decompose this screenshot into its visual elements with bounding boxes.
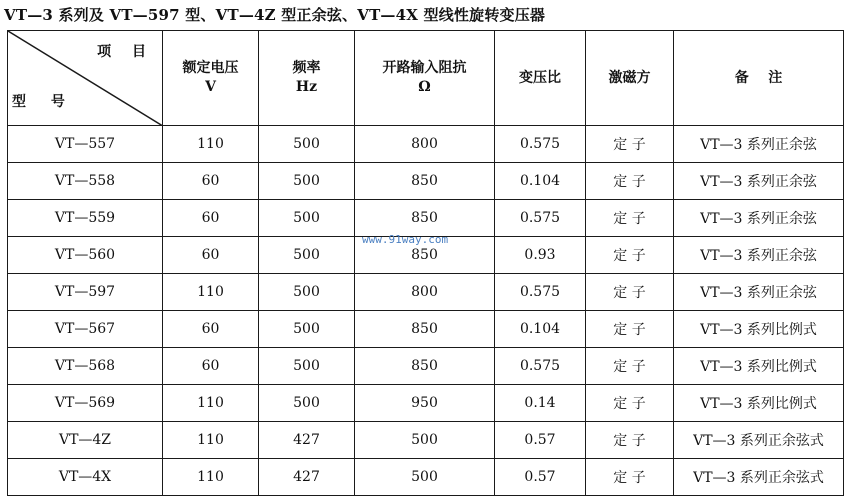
frequency-cell: 500: [259, 200, 355, 237]
note-cell: VT—3 系列比例式: [674, 311, 844, 348]
header-label: 变压比: [519, 69, 561, 86]
note-cell: VT—3 系列正余弦式: [674, 422, 844, 459]
header-label: 激磁方: [608, 69, 651, 86]
table-row: [8, 459, 844, 496]
header-frequency: [259, 31, 355, 126]
voltage-cell: 110: [163, 459, 259, 496]
note-cell: VT—3 系列正余弦: [674, 237, 844, 274]
impedance-cell: 850: [355, 237, 495, 274]
header-label: 开路输入阻抗: [382, 60, 467, 77]
frequency-cell: 427: [259, 459, 355, 496]
voltage-cell: 60: [163, 200, 259, 237]
impedance-cell: 850: [355, 348, 495, 385]
impedance-cell: 800: [355, 126, 495, 163]
watermark-text: www.91way.com: [362, 233, 449, 246]
impedance-cell: 500: [355, 459, 495, 496]
frequency-cell: 500: [259, 126, 355, 163]
voltage-cell: 110: [163, 126, 259, 163]
table-row: [8, 126, 844, 163]
header-label: 额定电压: [182, 60, 239, 77]
note-cell: VT—3 系列正余弦: [674, 200, 844, 237]
voltage-cell: 110: [163, 385, 259, 422]
voltage-cell: 60: [163, 348, 259, 385]
excitation-cell: 定 子: [586, 422, 674, 459]
ratio-cell: 0.575: [495, 274, 586, 311]
impedance-cell: 850: [355, 163, 495, 200]
table-row: [8, 200, 844, 237]
table-row: [8, 274, 844, 311]
header-excitation: [586, 31, 674, 126]
note-cell: VT—3 系列正余弦: [674, 126, 844, 163]
header-row: [8, 31, 844, 126]
ratio-cell: 0.57: [495, 459, 586, 496]
note-cell: VT—3 系列比例式: [674, 385, 844, 422]
model-cell: VT—558: [8, 163, 163, 200]
impedance-cell: 950: [355, 385, 495, 422]
frequency-cell: 500: [259, 348, 355, 385]
voltage-cell: 60: [163, 311, 259, 348]
header-voltage: [163, 31, 259, 126]
header-unit: Ω: [418, 79, 431, 96]
corner-item-label: 项 目: [97, 44, 154, 60]
frequency-cell: 500: [259, 311, 355, 348]
frequency-cell: 427: [259, 422, 355, 459]
excitation-cell: 定 子: [586, 237, 674, 274]
ratio-cell: 0.575: [495, 126, 586, 163]
header-unit: Hz: [295, 79, 318, 96]
table-row: [8, 422, 844, 459]
excitation-cell: 定 子: [586, 274, 674, 311]
document-title: VT—3 系列及 VT—597 型、VT—4Z 型正余弦、VT—4X 型线性旋转变压器: [4, 6, 546, 24]
model-cell: VT—557: [8, 126, 163, 163]
note-cell: VT—3 系列正余弦: [674, 274, 844, 311]
excitation-cell: 定 子: [586, 459, 674, 496]
model-cell: VT—569: [8, 385, 163, 422]
spec-table: [7, 30, 844, 496]
model-cell: VT—4Z: [8, 422, 163, 459]
model-cell: VT—568: [8, 348, 163, 385]
impedance-cell: 800: [355, 274, 495, 311]
note-cell: VT—3 系列正余弦: [674, 163, 844, 200]
ratio-cell: 0.575: [495, 200, 586, 237]
note-cell: VT—3 系列正余弦式: [674, 459, 844, 496]
model-cell: VT—4X: [8, 459, 163, 496]
impedance-cell: 850: [355, 311, 495, 348]
corner-model-label: 型 号: [12, 93, 75, 110]
excitation-cell: 定 子: [586, 126, 674, 163]
voltage-cell: 110: [163, 422, 259, 459]
model-cell: VT—597: [8, 274, 163, 311]
model-cell: VT—560: [8, 237, 163, 274]
header-label: 备 注: [734, 69, 783, 86]
ratio-cell: 0.14: [495, 385, 586, 422]
voltage-cell: 60: [163, 163, 259, 200]
corner-header-cell: [8, 31, 163, 126]
frequency-cell: 500: [259, 274, 355, 311]
ratio-cell: 0.575: [495, 348, 586, 385]
table-row: [8, 385, 844, 422]
frequency-cell: 500: [259, 385, 355, 422]
excitation-cell: 定 子: [586, 200, 674, 237]
ratio-cell: 0.104: [495, 163, 586, 200]
header-unit: V: [205, 79, 216, 96]
header-impedance: [355, 31, 495, 126]
model-cell: VT—567: [8, 311, 163, 348]
header-ratio: [495, 31, 586, 126]
frequency-cell: 500: [259, 163, 355, 200]
excitation-cell: 定 子: [586, 163, 674, 200]
voltage-cell: 60: [163, 237, 259, 274]
ratio-cell: 0.104: [495, 311, 586, 348]
ratio-cell: 0.93: [495, 237, 586, 274]
excitation-cell: 定 子: [586, 348, 674, 385]
header-note: [674, 31, 844, 126]
model-cell: VT—559: [8, 200, 163, 237]
voltage-cell: 110: [163, 274, 259, 311]
impedance-cell: 500: [355, 422, 495, 459]
table-row: [8, 163, 844, 200]
impedance-cell: 850: [355, 200, 495, 237]
excitation-cell: 定 子: [586, 311, 674, 348]
header-label: 频率: [292, 60, 321, 77]
table-row: [8, 311, 844, 348]
excitation-cell: 定 子: [586, 385, 674, 422]
note-cell: VT—3 系列比例式: [674, 348, 844, 385]
frequency-cell: 500: [259, 237, 355, 274]
table-row: [8, 348, 844, 385]
ratio-cell: 0.57: [495, 422, 586, 459]
